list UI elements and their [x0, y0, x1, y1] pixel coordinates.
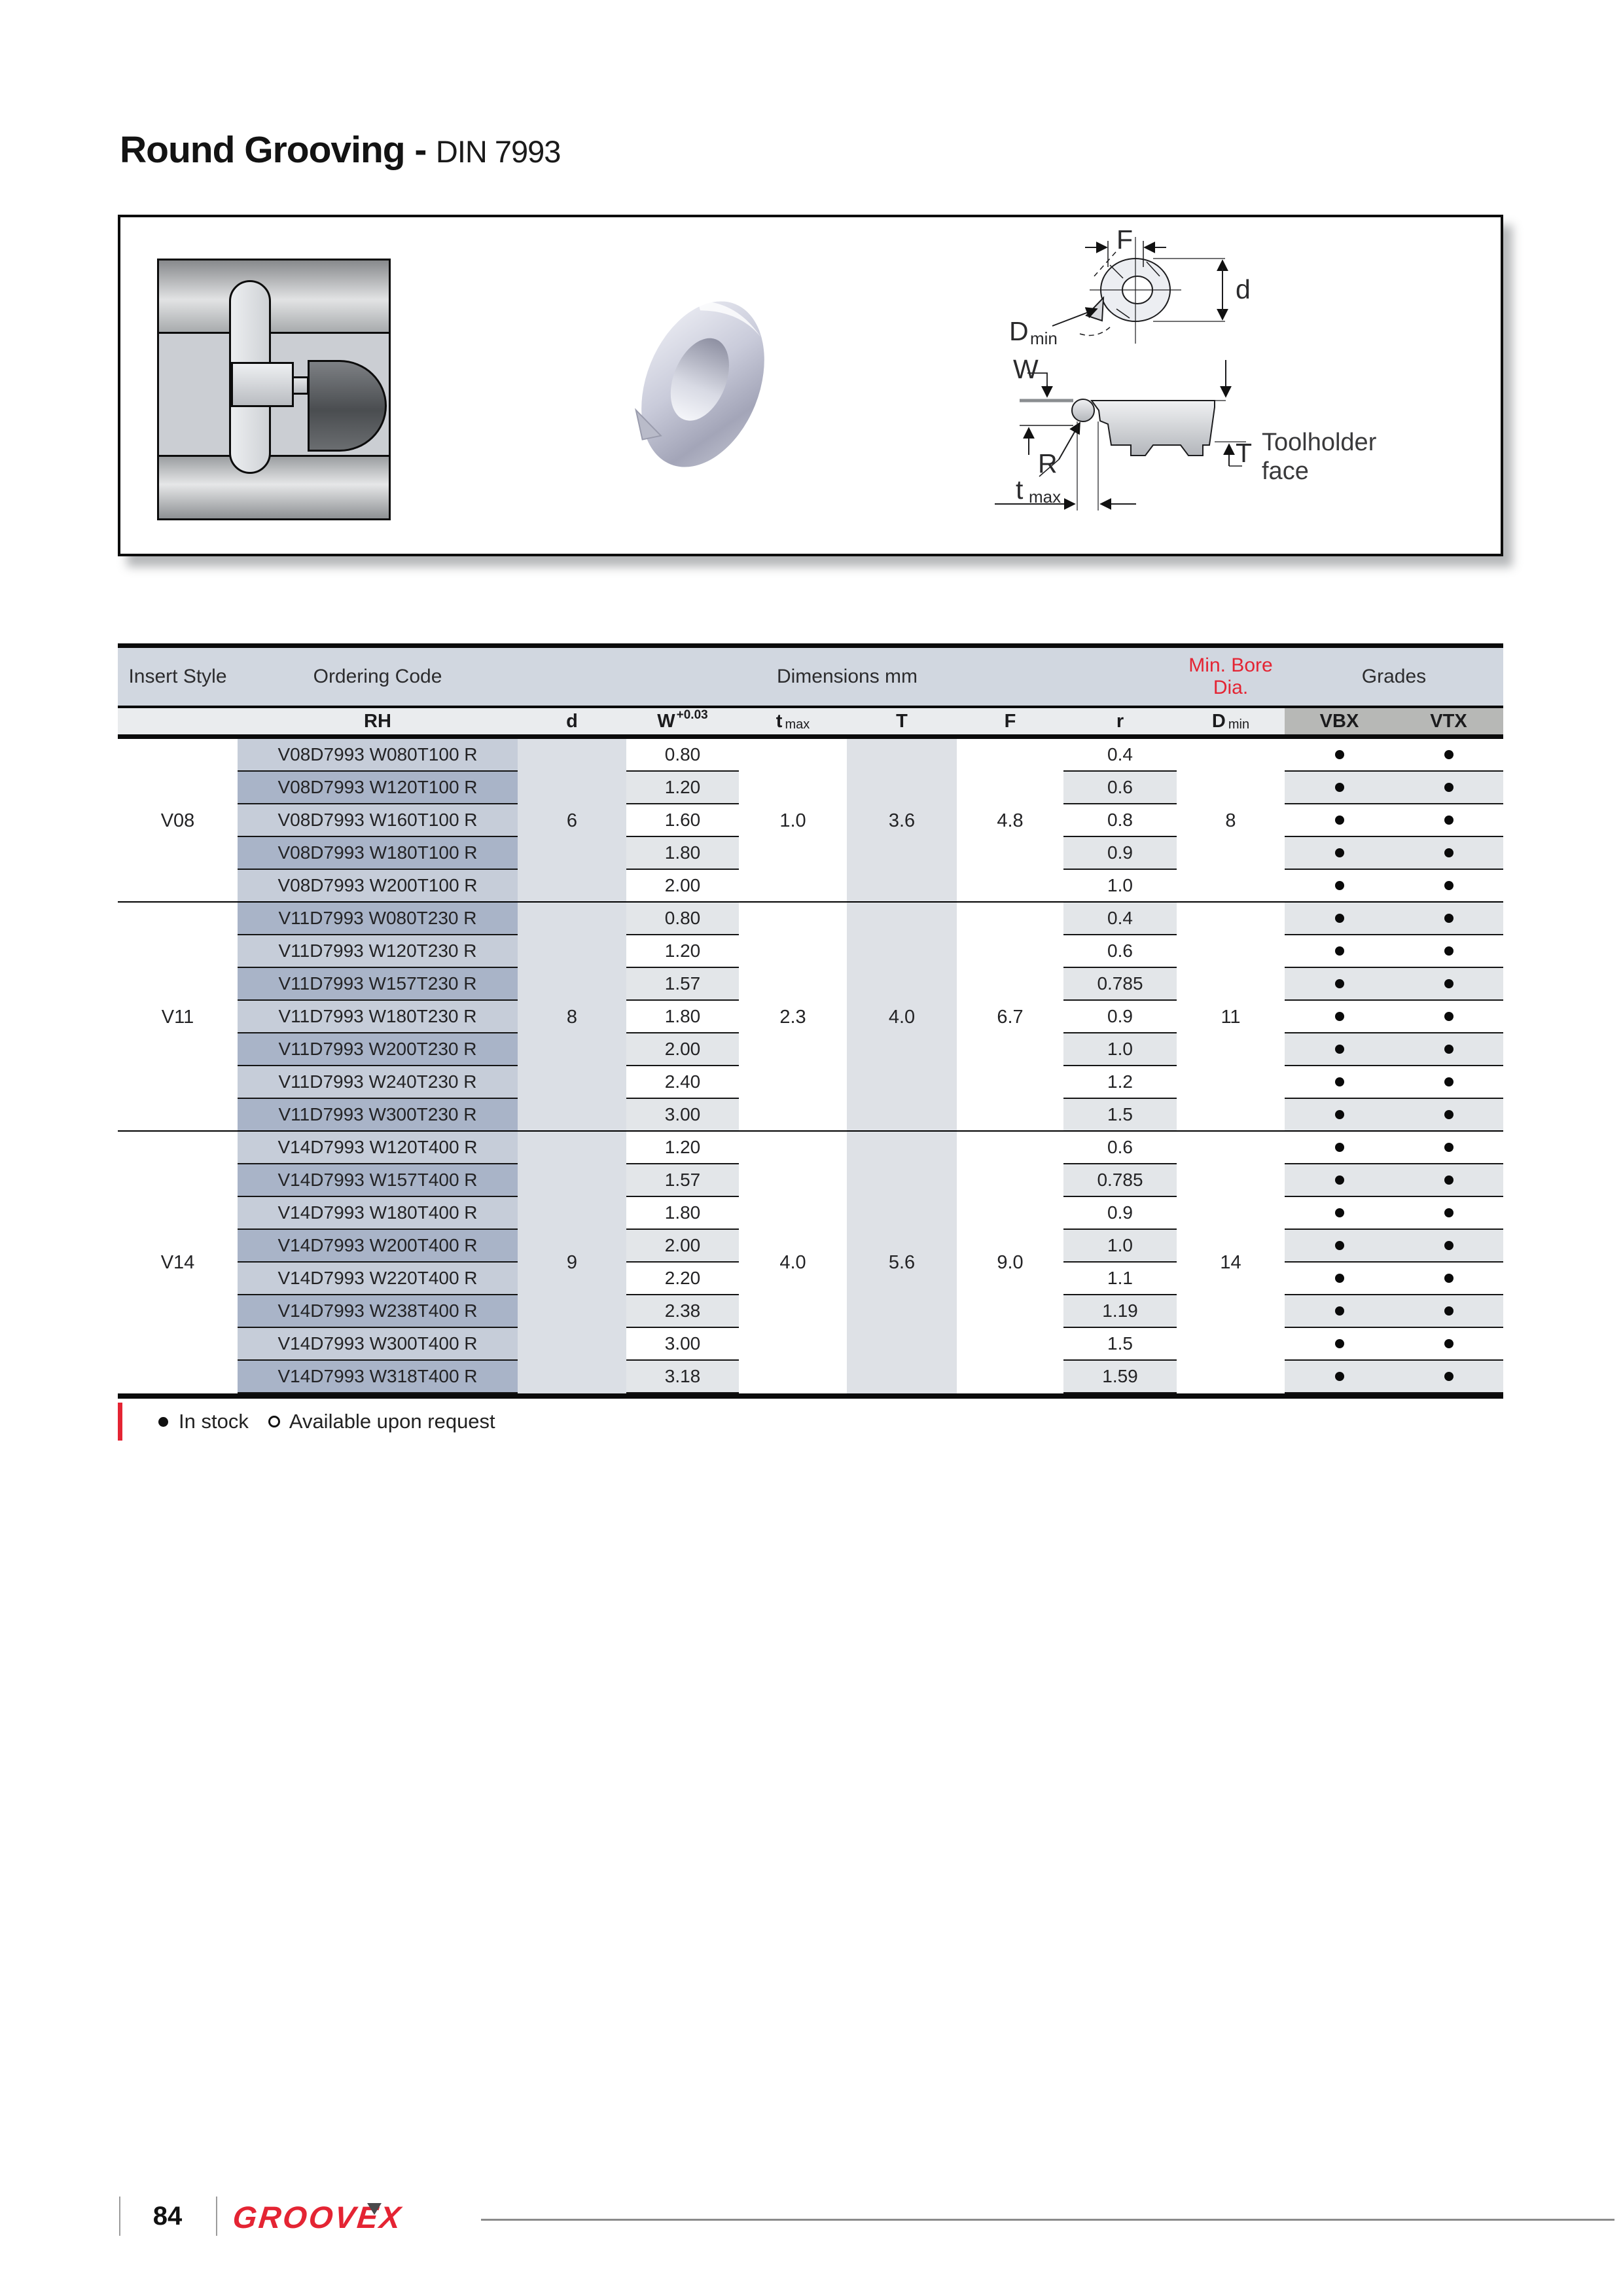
group-style-label: V11 — [161, 1006, 194, 1028]
ordering-code: V14D7993 W157T400 R — [238, 1164, 518, 1197]
r-value: 1.5 — [1063, 1099, 1177, 1132]
available-label: Available upon request — [289, 1410, 495, 1433]
ordering-code: V11D7993 W180T230 R — [238, 1001, 518, 1033]
r-value: 0.4 — [1063, 903, 1177, 935]
r-value: 0.6 — [1063, 1132, 1177, 1164]
r-value: 1.2 — [1063, 1066, 1177, 1099]
ordering-code: V08D7993 W180T100 R — [238, 837, 518, 870]
ordering-code: V08D7993 W080T100 R — [238, 739, 518, 772]
vtx-grade-cell — [1394, 1361, 1503, 1393]
vtx-grade-cell — [1394, 903, 1503, 935]
figure-box — [118, 215, 1503, 556]
subheader-F: F — [1004, 710, 1016, 732]
ordering-code: V14D7993 W220T400 R — [238, 1263, 518, 1295]
vtx-grade-cell — [1394, 1197, 1503, 1230]
group-T-value: 3.6 — [888, 810, 916, 831]
in-stock-dot-icon — [1335, 946, 1344, 956]
ordering-code: V11D7993 W200T230 R — [238, 1033, 518, 1066]
vbx-grade-cell — [1285, 1328, 1394, 1361]
vbx-grade-cell — [1285, 1033, 1394, 1066]
w-value: 2.00 — [626, 1230, 739, 1263]
w-value: 1.20 — [626, 1132, 739, 1164]
subheader-tmax-sub: max — [785, 717, 810, 732]
vtx-grade-cell — [1394, 1033, 1503, 1066]
cross-section-insert-profile — [231, 362, 294, 407]
stock-legend — [118, 1402, 495, 1441]
subheader-dmin-sub: min — [1228, 717, 1250, 732]
in-stock-dot-icon — [1335, 1208, 1344, 1217]
w-value: 3.00 — [626, 1328, 739, 1361]
vtx-grade-cell — [1394, 1132, 1503, 1164]
w-value: 0.80 — [626, 739, 739, 772]
subheader-vbx: VBX — [1319, 710, 1359, 732]
subheader-w — [626, 708, 739, 734]
in-stock-dot-icon — [1335, 1110, 1344, 1119]
in-stock-dot-icon — [1335, 1143, 1344, 1152]
vbx-grade-cell — [1285, 1295, 1394, 1328]
insert-3d-render — [605, 283, 801, 486]
in-stock-dot-icon — [1335, 979, 1344, 988]
group-tmax-value: 1.0 — [779, 810, 806, 831]
legend-red-bar — [118, 1403, 122, 1441]
in-stock-dot-icon — [1444, 1306, 1454, 1316]
label-dmin: D — [1009, 316, 1029, 346]
insert-group-v14 — [118, 1132, 1503, 1393]
header-body-line — [118, 734, 1503, 739]
r-value: 0.6 — [1063, 935, 1177, 968]
r-value: 1.1 — [1063, 1263, 1177, 1295]
ordering-code: V11D7993 W240T230 R — [238, 1066, 518, 1099]
label-toolholder-line2: face — [1262, 457, 1309, 485]
in-stock-dot-icon — [1335, 1339, 1344, 1348]
ordering-code: V08D7993 W120T100 R — [238, 772, 518, 804]
group-F-value: 9.0 — [997, 1251, 1024, 1273]
vtx-grade-cell — [1394, 739, 1503, 772]
w-value: 2.00 — [626, 1033, 739, 1066]
w-value: 1.20 — [626, 935, 739, 968]
w-value: 2.40 — [626, 1066, 739, 1099]
ordering-code: V14D7993 W300T400 R — [238, 1328, 518, 1361]
group-style-label: V14 — [160, 1251, 195, 1273]
vbx-grade-cell — [1285, 1001, 1394, 1033]
label-W: W — [1013, 354, 1039, 384]
vtx-grade-cell — [1394, 1263, 1503, 1295]
in-stock-dot-icon — [1444, 914, 1454, 923]
in-stock-dot-icon — [1335, 1045, 1344, 1054]
ordering-code: V11D7993 W120T230 R — [238, 935, 518, 968]
footer-rule — [481, 2219, 1614, 2221]
in-stock-dot-icon — [158, 1417, 168, 1427]
r-value: 0.8 — [1063, 804, 1177, 837]
group-d-value: 8 — [566, 1006, 578, 1028]
insert-group-v11 — [118, 903, 1503, 1132]
cross-section-lower-wall — [157, 455, 391, 520]
group-T-value: 5.6 — [888, 1251, 916, 1273]
subheader-tmax-main: t — [776, 710, 783, 732]
table-top-border — [118, 643, 1503, 648]
ordering-code: V14D7993 W318T400 R — [238, 1361, 518, 1393]
vbx-grade-cell — [1285, 1361, 1394, 1393]
w-value: 1.57 — [626, 1164, 739, 1197]
in-stock-dot-icon — [1444, 1372, 1454, 1381]
vtx-grade-cell — [1394, 772, 1503, 804]
w-value: 2.20 — [626, 1263, 739, 1295]
in-stock-dot-icon — [1444, 881, 1454, 890]
page-number: 84 — [152, 2202, 183, 2231]
col-header-insert-style: Insert Style — [128, 666, 227, 687]
group-F-value: 4.8 — [997, 810, 1024, 831]
in-stock-dot-icon — [1444, 1110, 1454, 1119]
vbx-grade-cell — [1285, 1164, 1394, 1197]
subheader-tmax — [739, 708, 847, 734]
min-bore-line1: Min. Bore — [1188, 655, 1273, 676]
w-value: 2.38 — [626, 1295, 739, 1328]
col-header-dimensions: Dimensions mm — [776, 666, 918, 687]
label-R: R — [1038, 448, 1058, 478]
vtx-grade-cell — [1394, 1295, 1503, 1328]
in-stock-dot-icon — [1444, 1208, 1454, 1217]
r-value: 1.0 — [1063, 870, 1177, 903]
vtx-grade-cell — [1394, 1066, 1503, 1099]
vtx-grade-cell — [1394, 1328, 1503, 1361]
r-value: 0.785 — [1063, 968, 1177, 1001]
in-stock-dot-icon — [1335, 914, 1344, 923]
in-stock-dot-icon — [1444, 1274, 1454, 1283]
r-value: 1.0 — [1063, 1230, 1177, 1263]
in-stock-dot-icon — [1444, 848, 1454, 857]
r-value: 0.785 — [1063, 1164, 1177, 1197]
label-d: d — [1236, 274, 1251, 304]
ordering-code: V11D7993 W080T230 R — [238, 903, 518, 935]
group-dmin-value: 11 — [1221, 1006, 1241, 1028]
in-stock-dot-icon — [1335, 1241, 1344, 1250]
r-value: 0.9 — [1063, 837, 1177, 870]
group-tmax-value: 2.3 — [779, 1006, 806, 1028]
brand-logo: GROOVEX — [231, 2200, 404, 2234]
in-stock-dot-icon — [1335, 783, 1344, 792]
vtx-grade-cell — [1394, 804, 1503, 837]
ordering-code: V14D7993 W180T400 R — [238, 1197, 518, 1230]
vbx-grade-cell — [1285, 1066, 1394, 1099]
vtx-grade-cell — [1394, 968, 1503, 1001]
dimension-diagrams — [982, 229, 1427, 543]
page-title-standard: DIN 7993 — [435, 134, 561, 169]
vbx-grade-cell — [1285, 1132, 1394, 1164]
table-bottom-border — [118, 1393, 1503, 1399]
subheader-dmin-main: D — [1211, 710, 1226, 732]
subheader-vtx: VTX — [1430, 710, 1467, 732]
group-F-value: 6.7 — [997, 1006, 1024, 1028]
in-stock-dot-icon — [1335, 848, 1344, 857]
in-stock-dot-icon — [1444, 1012, 1454, 1021]
label-dmin-sub: min — [1030, 329, 1058, 348]
group-T-value: 4.0 — [888, 1006, 916, 1028]
ordering-code: V11D7993 W157T230 R — [238, 968, 518, 1001]
ordering-code: V14D7993 W200T400 R — [238, 1230, 518, 1263]
label-tmax-sub: max — [1029, 487, 1061, 507]
page-title-main: Round Grooving - — [120, 129, 427, 171]
vbx-grade-cell — [1285, 1099, 1394, 1132]
in-stock-label: In stock — [179, 1410, 249, 1433]
r-value: 0.4 — [1063, 739, 1177, 772]
group-dmin-value: 14 — [1220, 1251, 1241, 1273]
spec-table — [118, 643, 1503, 1399]
ordering-code: V08D7993 W200T100 R — [238, 870, 518, 903]
group-style-label: V08 — [160, 810, 195, 831]
cross-section-upper-wall — [157, 259, 391, 334]
in-stock-dot-icon — [1444, 946, 1454, 956]
page-footer — [0, 2194, 1623, 2241]
r-value: 0.9 — [1063, 1001, 1177, 1033]
subheader-w-tolerance: +0.03 — [676, 708, 708, 722]
group-d-value: 9 — [566, 1251, 578, 1273]
in-stock-dot-icon — [1335, 1306, 1344, 1316]
in-stock-dot-icon — [1444, 979, 1454, 988]
vbx-grade-cell — [1285, 772, 1394, 804]
insert-group-v08 — [118, 739, 1503, 903]
vtx-grade-cell — [1394, 1001, 1503, 1033]
in-stock-dot-icon — [1444, 1045, 1454, 1054]
vtx-grade-cell — [1394, 837, 1503, 870]
group-tmax-value: 4.0 — [779, 1251, 806, 1273]
page-title — [120, 128, 560, 171]
vtx-grade-cell — [1394, 870, 1503, 903]
r-value: 0.6 — [1063, 772, 1177, 804]
w-value: 1.80 — [626, 1001, 739, 1033]
available-ring-icon — [268, 1416, 280, 1427]
ordering-code: V14D7993 W238T400 R — [238, 1295, 518, 1328]
in-stock-dot-icon — [1335, 1077, 1344, 1086]
table-body — [118, 739, 1503, 1393]
vbx-grade-cell — [1285, 870, 1394, 903]
w-value: 1.80 — [626, 1197, 739, 1230]
in-stock-dot-icon — [1444, 1077, 1454, 1086]
ordering-code: V08D7993 W160T100 R — [238, 804, 518, 837]
label-F: F — [1116, 229, 1133, 255]
in-stock-dot-icon — [1335, 1372, 1344, 1381]
in-stock-dot-icon — [1335, 750, 1344, 759]
cross-section-insert-step — [292, 376, 309, 395]
w-value: 2.00 — [626, 870, 739, 903]
group-d-value: 6 — [566, 810, 578, 831]
top-view-diagram — [1052, 237, 1225, 344]
vbx-grade-cell — [1285, 1263, 1394, 1295]
subheader-rh: RH — [364, 710, 391, 732]
r-value: 1.5 — [1063, 1328, 1177, 1361]
r-value: 0.9 — [1063, 1197, 1177, 1230]
vtx-grade-cell — [1394, 1230, 1503, 1263]
label-toolholder-line1: Toolholder — [1262, 429, 1377, 456]
brand-logo-v-accent — [367, 2203, 382, 2215]
in-stock-dot-icon — [1335, 816, 1344, 825]
ordering-code: V14D7993 W120T400 R — [238, 1132, 518, 1164]
vbx-grade-cell — [1285, 1197, 1394, 1230]
vbx-grade-cell — [1285, 1230, 1394, 1263]
vbx-grade-cell — [1285, 739, 1394, 772]
in-stock-dot-icon — [1444, 783, 1454, 792]
label-T: T — [1236, 438, 1253, 468]
vtx-grade-cell — [1394, 1099, 1503, 1132]
vbx-grade-cell — [1285, 837, 1394, 870]
in-stock-dot-icon — [1444, 1175, 1454, 1185]
w-value: 1.57 — [626, 968, 739, 1001]
w-value: 3.00 — [626, 1099, 739, 1132]
vbx-grade-cell — [1285, 935, 1394, 968]
w-value: 1.20 — [626, 772, 739, 804]
group-dmin-value: 8 — [1225, 810, 1236, 831]
in-stock-dot-icon — [1335, 1274, 1344, 1283]
r-value: 1.0 — [1063, 1033, 1177, 1066]
vtx-grade-cell — [1394, 935, 1503, 968]
col-header-grades: Grades — [1361, 666, 1427, 687]
r-value: 1.19 — [1063, 1295, 1177, 1328]
vbx-grade-cell — [1285, 804, 1394, 837]
in-stock-dot-icon — [1444, 1241, 1454, 1250]
r-value: 1.59 — [1063, 1361, 1177, 1393]
in-stock-dot-icon — [1444, 750, 1454, 759]
ordering-code: V11D7993 W300T230 R — [238, 1099, 518, 1132]
vbx-grade-cell — [1285, 903, 1394, 935]
subheader-r: r — [1116, 710, 1124, 732]
subheader-w-main: W — [657, 710, 675, 732]
table-header — [118, 643, 1503, 739]
in-stock-dot-icon — [1444, 1339, 1454, 1348]
subheader-T: T — [896, 710, 908, 732]
w-value: 1.80 — [626, 837, 739, 870]
w-value: 0.80 — [626, 903, 739, 935]
w-value: 1.60 — [626, 804, 739, 837]
label-tmax: t — [1016, 475, 1024, 505]
vtx-grade-cell — [1394, 1164, 1503, 1197]
in-stock-dot-icon — [1444, 816, 1454, 825]
in-stock-dot-icon — [1335, 1012, 1344, 1021]
col-header-min-bore — [1164, 648, 1298, 706]
in-stock-dot-icon — [1444, 1143, 1454, 1152]
footer-divider-right — [216, 2197, 217, 2236]
subheader-dmin — [1177, 708, 1285, 734]
w-value: 3.18 — [626, 1361, 739, 1393]
col-header-ordering-code: Ordering Code — [313, 666, 442, 687]
in-stock-dot-icon — [1335, 1175, 1344, 1185]
min-bore-line2: Dia. — [1213, 677, 1249, 698]
vbx-grade-cell — [1285, 968, 1394, 1001]
subheader-d: d — [566, 710, 578, 732]
in-stock-dot-icon — [1335, 881, 1344, 890]
